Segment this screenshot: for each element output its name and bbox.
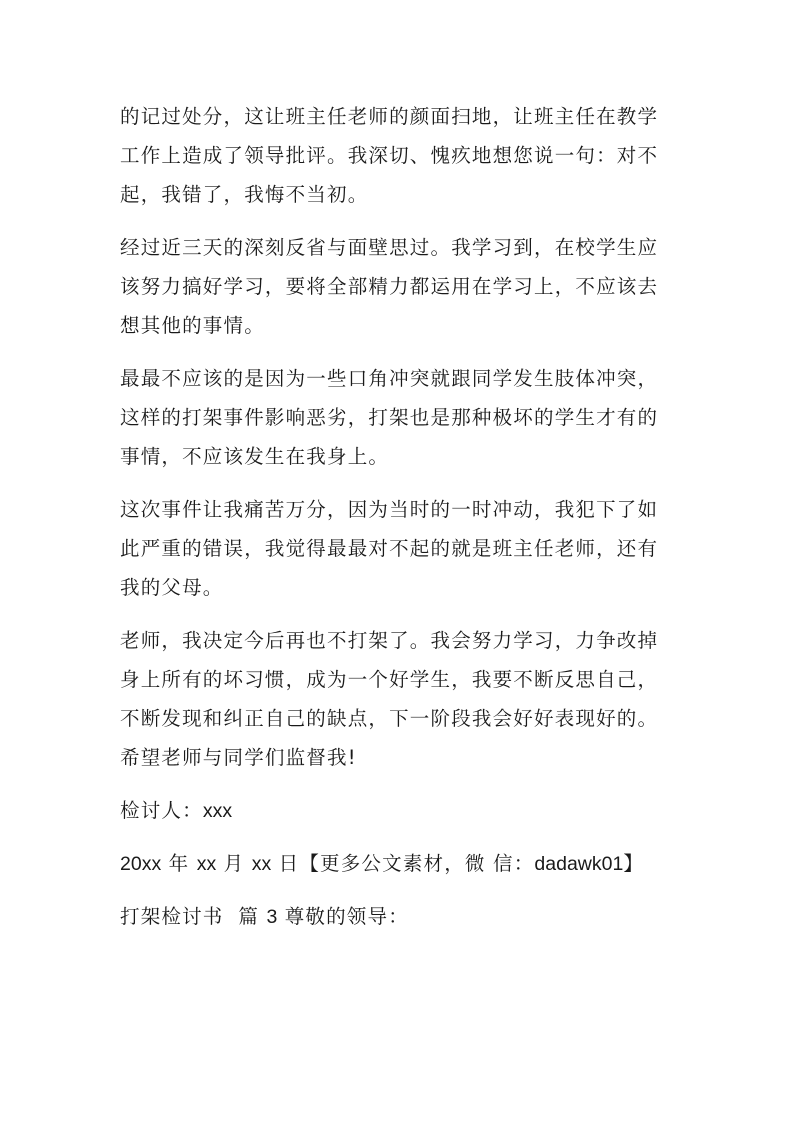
date-year: 20xx: [120, 853, 162, 875]
date-line: [120, 844, 676, 883]
paragraph-line: 的记过处分，这让班主任老师的颜面扫地，让班主任在教学: [120, 105, 659, 128]
signature-label: 检讨人：: [120, 799, 203, 822]
paragraph-line: 身上所有的坏习惯，成为一个好学生，我要不断反思自己，: [120, 668, 659, 691]
paragraph-line: 此严重的错误，我觉得最最对不起的就是班主任老师，还有: [120, 537, 659, 560]
promo-note: 【更多公文素材，微 信：: [299, 852, 535, 875]
paragraph-line: 工作上造成了领导批评。我深切、愧疚地想您说一句：对不: [120, 144, 659, 167]
section-greeting: 尊敬的领导：: [284, 905, 409, 928]
signature-line: [120, 791, 676, 830]
promo-note-end: 】: [623, 852, 645, 875]
paragraph-line: 老师，我决定今后再也不打架了。我会努力学习，力争改掉: [120, 629, 659, 652]
paragraph-4: [120, 490, 676, 607]
date-year-unit: 年: [161, 852, 197, 875]
paragraph-line: 我的父母。: [120, 576, 224, 599]
paragraph-2: [120, 228, 676, 345]
paragraph-1: [120, 97, 676, 214]
paragraph-line: 这样的打架事件影响恶劣，打架也是那种极坏的学生才有的: [120, 406, 659, 429]
next-section-heading: [120, 897, 676, 936]
section-part: 篇: [238, 905, 260, 928]
paragraph-line: 不断发现和纠正自己的缺点，下一阶段我会好好表现好的。: [120, 707, 659, 730]
paragraph-line: 希望老师与同学们监督我!: [120, 746, 357, 769]
paragraph-line: 经过近三天的深刻反省与面壁思过。我学习到，在校学生应: [120, 236, 659, 259]
date-month-unit: 月: [216, 852, 252, 875]
paragraph-line: 起，我错了，我悔不当初。: [120, 183, 369, 206]
paragraph-5: [120, 621, 676, 777]
wechat-id: dadawk01: [534, 853, 624, 875]
paragraph-line: 想其他的事情。: [120, 314, 265, 337]
paragraph-line: 最最不应该的是因为一些口角冲突就跟同学发生肢体冲突，: [120, 367, 659, 390]
paragraph-line: 该努力搞好学习，要将全部精力都运用在学习上，不应该去: [120, 275, 659, 298]
paragraph-3: [120, 359, 676, 476]
document-body: [120, 97, 676, 950]
signature-name: xxx: [202, 800, 233, 822]
date-day: xx: [251, 853, 272, 875]
date-day-unit: 日: [271, 852, 300, 875]
section-number: 3: [266, 906, 278, 928]
date-month: xx: [196, 853, 217, 875]
section-title: 打架检讨书: [120, 905, 224, 928]
paragraph-line: 事情，不应该发生在我身上。: [120, 445, 390, 468]
paragraph-line: 这次事件让我痛苦万分，因为当时的一时冲动，我犯下了如: [120, 498, 659, 521]
